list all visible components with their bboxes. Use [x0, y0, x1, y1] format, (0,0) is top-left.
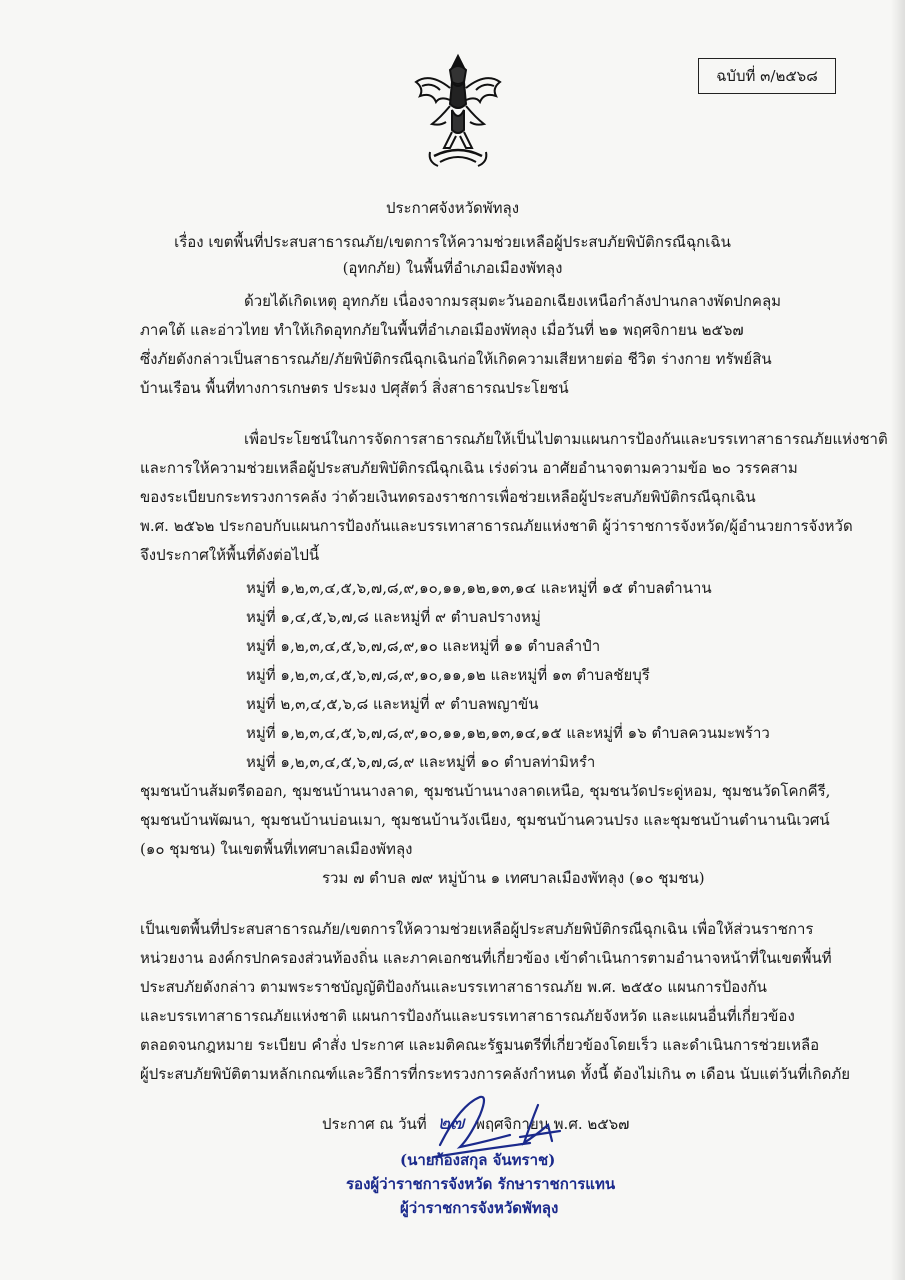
area-list-item: หมู่ที่ ๒,๓,๔,๕,๖,๘ และหมู่ที่ ๙ ตำบลพญาขัน — [246, 695, 539, 713]
paragraph3-line: ตลอดจนกฎหมาย ระเบียบ คำสั่ง ประกาศ และมติคณะรัฐมนตรีที่เกี่ยวข้องโดยเร็ว และดำเนินการช่วยเหลือ — [140, 1036, 820, 1054]
signer-name: (นายก้องสกุล จันทราช) — [400, 1151, 556, 1169]
paragraph2-line: ของระเบียบกระทรวงการคลัง ว่าด้วยเงินทดรองราชการเพื่อช่วยเหลือผู้ประสบภัยพิบัติกรณีฉุกเฉิน — [140, 488, 756, 506]
title-line-2: เรื่อง เขตพื้นที่ประสบสาธารณภัย/เขตการให้ความช่วยเหลือผู้ประสบภัยพิบัติกรณีฉุกเฉิน — [174, 233, 731, 251]
communities-line: (๑๐ ชุมชน) ในเขตพื้นที่เทศบาลเมืองพัทลุง — [140, 840, 413, 858]
page-edge-shadow — [891, 0, 905, 1280]
paragraph1-line: ภาคใต้ และอ่าวไทย ทำให้เกิดอุทกภัยในพื้นที่อำเภอเมืองพัทลุง เมื่อวันที่ ๒๑ พฤศจิกายน ๒๕๖๗ — [140, 321, 744, 339]
announce-date-prefix: ประกาศ ณ วันที่ — [322, 1115, 427, 1133]
title-line-3: (อุทกภัย) ในพื้นที่อำเภอเมืองพัทลุง — [342, 259, 563, 277]
paragraph2-line: และการให้ความช่วยเหลือผู้ประสบภัยพิบัติกรณีฉุกเฉิน เร่งด่วน อาศัยอำนาจตามความข้อ ๒๐ วรรคสาม — [140, 459, 798, 477]
paragraph3-line: และบรรเทาสาธารณภัยแห่งชาติ แผนการป้องกันและบรรเทาสาธารณภัยจังหวัด และแผนอื่นที่เกี่ยวข้อง — [140, 1007, 795, 1025]
area-list-item: หมู่ที่ ๑,๒,๓,๔,๕,๖,๗,๘,๙,๑๐,๑๑,๑๒,๑๓,๑๔ และหมู่ที่ ๑๕ ตำบลตำนาน — [246, 579, 712, 597]
issue-number-box: ฉบับที่ ๓/๒๕๖๘ — [698, 58, 836, 94]
paragraph2-line: พ.ศ. ๒๕๖๒ ประกอบกับแผนการป้องกันและบรรเทาสาธารณภัยแห่งชาติ ผู้ว่าราชการจังหวัด/ผู้อำนวยการจังหวัด — [140, 517, 853, 535]
area-list-item: หมู่ที่ ๑,๒,๓,๔,๕,๖,๗,๘,๙,๑๐,๑๑,๑๒,๑๓,๑๔,๑๕ และหมู่ที่ ๑๖ ตำบลควนมะพร้าว — [246, 724, 770, 742]
paragraph2-line: จึงประกาศให้พื้นที่ดังต่อไปนี้ — [140, 546, 320, 564]
title-line-1: ประกาศจังหวัดพัทลุง — [385, 199, 520, 217]
paragraph3-line: ประสบภัยดังกล่าว ตามพระราชบัญญัติป้องกันและบรรเทาสาธารณภัย พ.ศ. ๒๕๕๐ แผนการป้องกัน — [140, 978, 767, 996]
paragraph3-line: เป็นเขตพื้นที่ประสบสาธารณภัย/เขตการให้ความช่วยเหลือผู้ประสบภัยพิบัติกรณีฉุกเฉิน เพื่อให้ส่วนราชการ — [140, 920, 814, 938]
summary-line: รวม ๗ ตำบล ๗๙ หมู่บ้าน ๑ เทศบาลเมืองพัทลุง (๑๐ ชุมชน) — [322, 869, 705, 887]
announce-date-suffix: พฤศจิกายน พ.ศ. ๒๕๖๗ — [475, 1115, 630, 1133]
signer-position-line-2: ผู้ว่าราชการจังหวัดพัทลุง — [400, 1199, 559, 1217]
announce-date-day: ๒๗ — [437, 1112, 465, 1134]
communities-line: ชุมชนบ้านพัฒนา, ชุมชนบ้านบ่อนเมา, ชุมชนบ้านวังเนียง, ชุมชนบ้านควนปรง และชุมชนบ้านตำนานนิเวศน์ — [140, 811, 830, 829]
paragraph3-line: ผู้ประสบภัยพิบัติตามหลักเกณฑ์และวิธีการที่กระทรวงการคลังกำหนด ทั้งนี้ ต้องไม่เกิน ๓ เดือน นับแต่วันที่เกิดภัย — [140, 1065, 851, 1083]
communities-line: ชุมชนบ้านส้มตรีดออก, ชุมชนบ้านนางลาด, ชุมชนบ้านนางลาดเหนือ, ชุมชนวัดประดู่หอม, ชุมชนวัดโคกคีรี, — [140, 782, 831, 800]
area-list-item: หมู่ที่ ๑,๒,๓,๔,๕,๖,๗,๘,๙,๑๐,๑๑,๑๒ และหมู่ที่ ๑๓ ตำบลชัยบุรี — [246, 666, 650, 684]
signer-position-line-1: รองผู้ว่าราชการจังหวัด รักษาราชการแทน — [346, 1175, 616, 1193]
paragraph2-line: เพื่อประโยชน์ในการจัดการสาธารณภัยให้เป็นไปตามแผนการป้องกันและบรรเทาสาธารณภัยแห่งชาติ — [244, 430, 888, 448]
paragraph1-line: ซึ่งภัยดังกล่าวเป็นสาธารณภัย/ภัยพิบัติกรณีฉุกเฉินก่อให้เกิดความเสียหายต่อ ชีวิต ร่างกาย ทรัพย์สิน — [140, 350, 772, 368]
paragraph1-line: ด้วยได้เกิดเหตุ อุทกภัย เนื่องจากมรสุมตะวันออกเฉียงเหนือกำลังปานกลางพัดปกคลุม — [244, 292, 782, 310]
area-list-item: หมู่ที่ ๑,๒,๓,๔,๕,๖,๗,๘,๙ และหมู่ที่ ๑๐ ตำบลท่ามิหรำ — [246, 753, 596, 771]
area-list-item: หมู่ที่ ๑,๔,๕,๖,๗,๘ และหมู่ที่ ๙ ตำบลปรางหมู่ — [246, 608, 541, 626]
paragraph1-line: บ้านเรือน พื้นที่ทางการเกษตร ประมง ปศุสัตว์ สิ่งสาธารณประโยชน์ — [140, 379, 569, 397]
area-list-item: หมู่ที่ ๑,๒,๓,๔,๕,๖,๗,๘,๙,๑๐ และหมู่ที่ ๑๑ ตำบลลำปำ — [246, 637, 601, 655]
garuda-emblem-icon — [410, 52, 506, 172]
paragraph3-line: หน่วยงาน องค์กรปกครองส่วนท้องถิ่น และภาคเอกชนที่เกี่ยวข้อง เข้าดำเนินการตามอำนาจหน้าที่ในเขตพื้นที่ — [140, 949, 832, 967]
